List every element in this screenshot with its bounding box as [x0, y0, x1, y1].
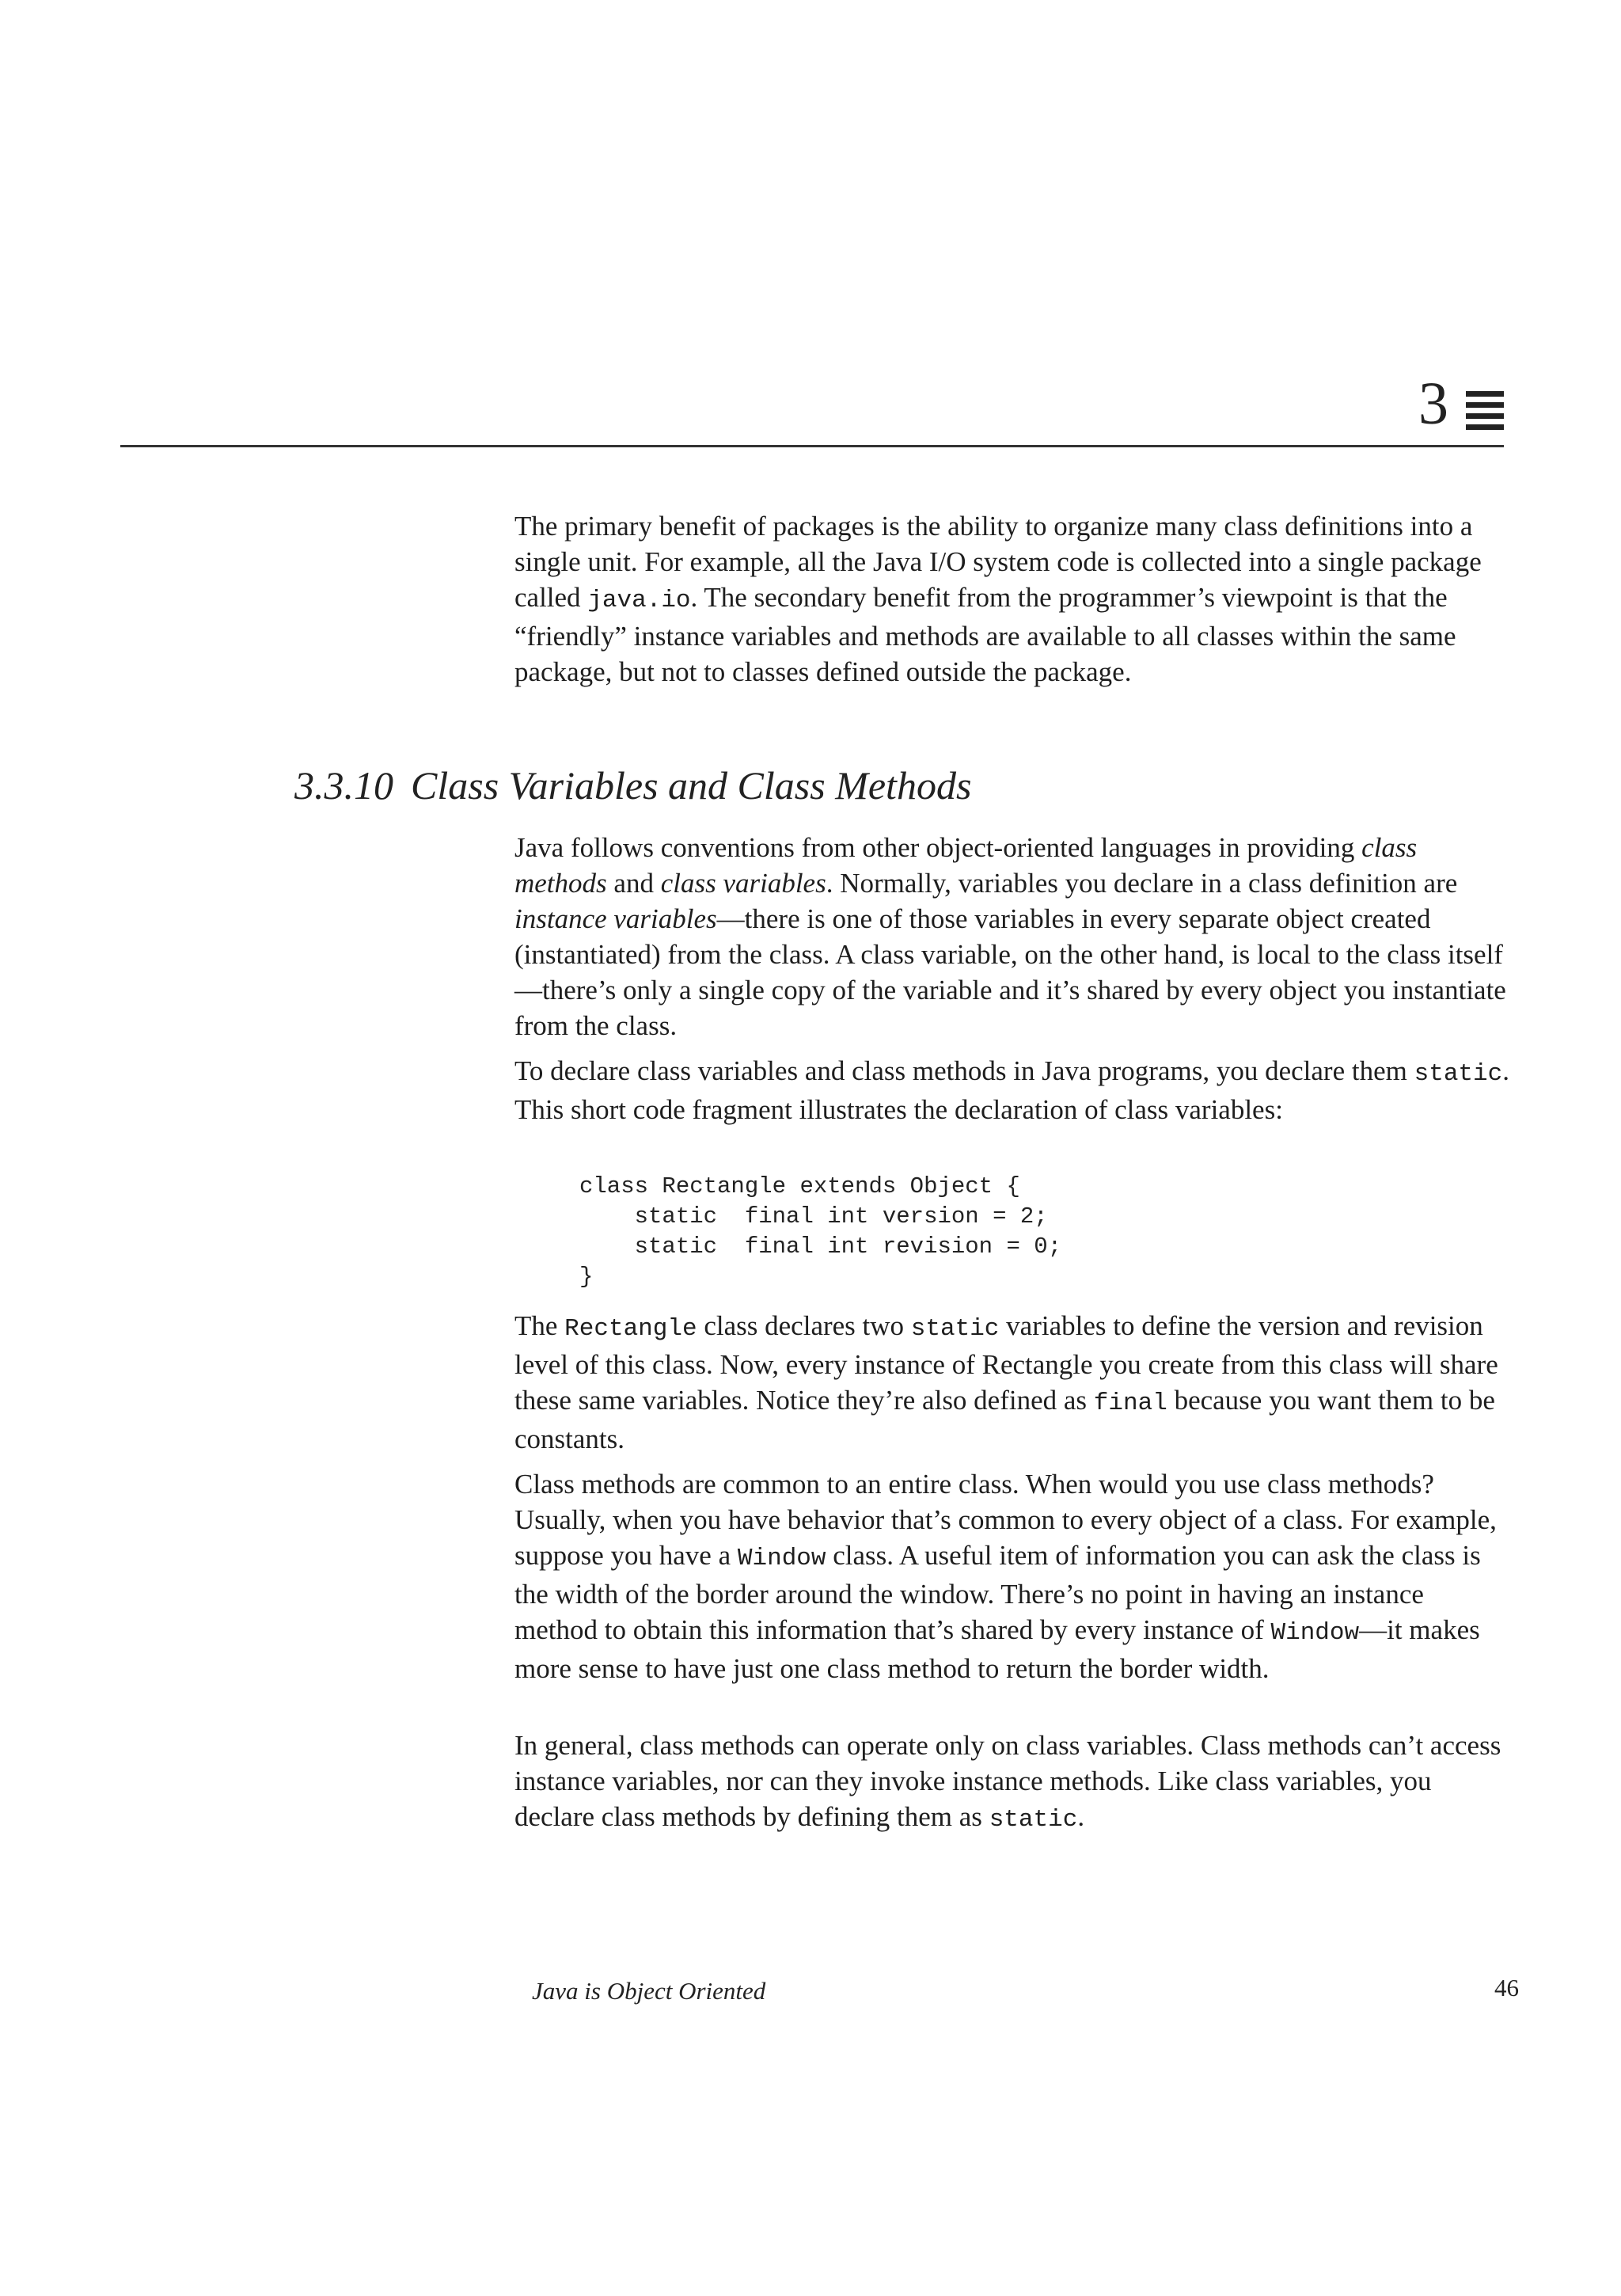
paragraph-rectangle-explanation: The Rectangle class declares two static variables to define the version and revision level of this class. Now, every instance of Rectangle you create from this class will share these same variables. Notice they’re also defined as final because you want them to be constants.: [514, 1310, 1498, 1454]
code-line: static final int version = 2;: [579, 1203, 1048, 1230]
footer-title: Java is Object Oriented: [532, 1977, 766, 2005]
header-rule: [120, 445, 1504, 447]
paragraph-declare-static: To declare class variables and class methods in Java programs, you declare them static. This short code fragment illustrates the declaration of class variables:: [514, 1055, 1509, 1125]
chapter-number: 3: [1418, 371, 1448, 437]
code-java-io: java.io: [587, 587, 691, 614]
paragraph-packages-benefit: The primary benefit of packages is the ability to organize many class definitions into a single unit. For example, all the Java I/O system code is collected into a single package called java.io. The secondary benefit from the programmer’s viewpoint is that the “friendly” instance variables and methods are available to all classes within the same package, but not to classes defined outside the package.: [514, 511, 1482, 687]
code-block: [579, 1172, 1061, 1292]
paragraph-class-methods: Class methods are common to an entire class. When would you use class methods? Usually, when you have behavior that’s common to every object of a class. For example, suppose you have a Window class. A useful item of information you can ask the class is the width of the border around the window. There’s no point in having an instance method to obtain this information that’s shared by every instance of Window—it makes more sense to have just one class method to return the border width.: [514, 1469, 1497, 1684]
code-line: class Rectangle extends Object {: [579, 1173, 1020, 1199]
code-line: static final int revision = 0;: [579, 1234, 1062, 1260]
paragraph-class-methods-general: In general, class methods can operate only on class variables. Class methods can’t access instance variables, nor can they invoke instance methods. Like class variables, you declare class methods by defining them as static.: [514, 1730, 1501, 1834]
section-number: 3.3.10: [294, 763, 393, 808]
paragraph-class-variables-intro: Java follows conventions from other object-oriented languages in providing class methods and class variables. Normally, variables you declare in a class definition are instance variables—there is one of those variables in every separate object created (instantiated) from the class. A class variable, on the other hand, is local to the class itself—there’s only a single copy of the variable and it’s shared by every object you instantiate from the class.: [514, 832, 1506, 1041]
chapter-bars-icon: [1466, 391, 1504, 431]
code-line: }: [579, 1264, 594, 1290]
section-title: Class Variables and Class Methods: [411, 763, 972, 808]
page-number: 46: [1494, 1974, 1519, 2001]
section-heading: [294, 762, 971, 809]
